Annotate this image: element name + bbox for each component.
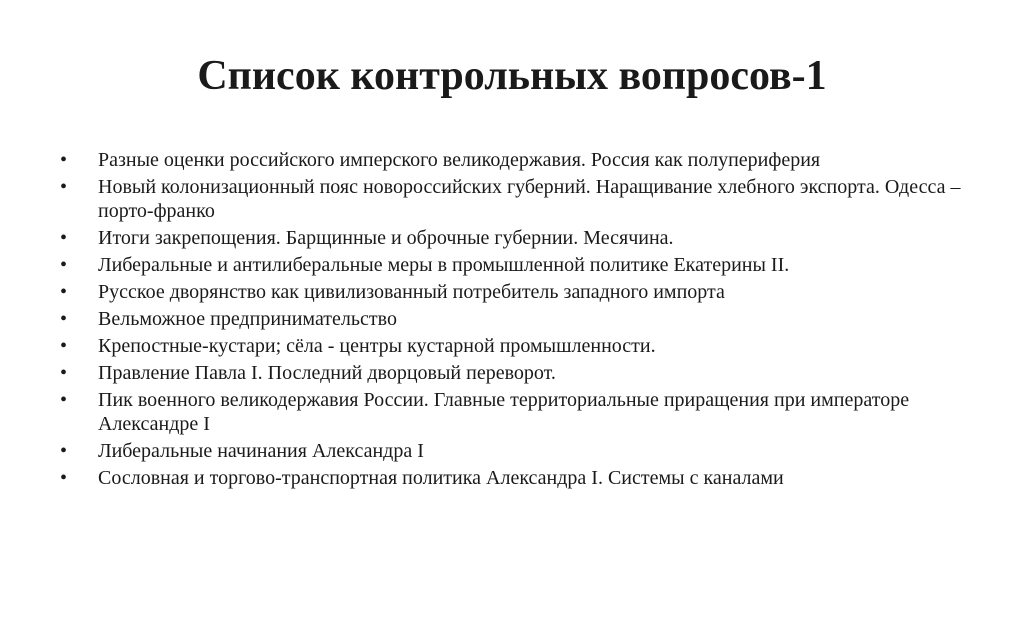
bullet-icon: •: [60, 227, 68, 249]
bullet-icon: •: [60, 176, 68, 198]
slide-title: Список контрольных вопросов-1: [197, 53, 827, 99]
list-item-text: Пик военного великодержавия России. Главные территориальные приращения при императоре Александре I: [98, 389, 910, 435]
list-item-text: Итоги закрепощения. Барщинные и оброчные губернии. Месячина.: [98, 227, 674, 249]
bullet-icon: •: [60, 389, 68, 411]
bullet-icon: •: [60, 440, 68, 462]
bullet-icon: •: [60, 254, 68, 276]
bullet-icon: •: [60, 362, 68, 384]
list-item: [60, 334, 970, 358]
list-item-text: Сословная и торгово-транспортная политика Александра I. Системы с каналами: [98, 467, 784, 489]
list-item: [60, 466, 970, 490]
bullet-icon: •: [60, 281, 68, 303]
bullet-icon: •: [60, 149, 68, 171]
list-item-text: Либеральные начинания Александра I: [98, 440, 424, 462]
list-item-text: Разные оценки российского имперского великодержавия. Россия как полупериферия: [98, 149, 821, 171]
list-item-text: Либеральные и антилиберальные меры в промышленной политике Екатерины II.: [98, 254, 790, 276]
list-item-text: Крепостные-кустари; сёла - центры кустарной промышленности.: [98, 335, 656, 357]
bullet-icon: •: [60, 335, 68, 357]
bullet-icon: •: [60, 467, 68, 489]
bullet-icon: •: [60, 308, 68, 330]
list-item-text: Русское дворянство как цивилизованный потребитель западного импорта: [98, 281, 725, 303]
list-item: [60, 388, 970, 436]
list-item: [60, 280, 970, 304]
list-item-text: Новый колонизационный пояс новороссийских губерний. Наращивание хлебного экспорта. Одесса – порто-франко: [98, 176, 961, 222]
question-list: [60, 148, 970, 493]
list-item-text: Вельможное предпринимательство: [98, 308, 397, 330]
list-item: [60, 148, 970, 172]
list-item: [60, 439, 970, 463]
list-item: [60, 253, 970, 277]
list-item: [60, 361, 970, 385]
list-item: [60, 307, 970, 331]
list-item-text: Правление Павла I. Последний дворцовый переворот.: [98, 362, 556, 384]
list-item: [60, 175, 970, 223]
list-item: [60, 226, 970, 250]
